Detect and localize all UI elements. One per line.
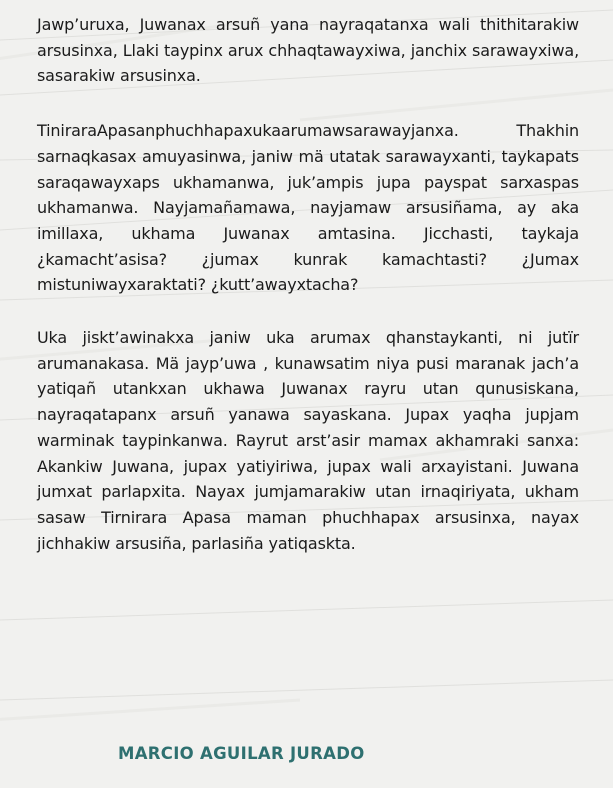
paragraph-1: Jawp’uruxa, Juwanax arsuñ yana nayraqatanxa wali thithitarakiw arsusinxa, Llaki taypinx arux chhaqtawayxiwa, janchix sarawayxiwa, sasarakiw arsusinxa.: [37, 15, 579, 86]
paragraph-3: Uka jiskt’awinakxa janiw uka arumax qhanstaykanti, ni jutïr arumanakasa. Mä jayp’uwa , kunawsatim niya pusi maranak jach’a yatiqañ utankxan ukhawa Juwanax rayru utan qunusiskana, nayraqatapanx arsuñ yanawa sayaskana. Jupax yaqha jupjam warminak taypinkanwa. Rayrut arst’asir mamax akhamraki sanxa: Akankiw Juwana, jupax yatiyiriwa, jupax wali arxayistani. Juwana jumxat parlapxita. Nayax jumjamarakiw utan irnaqiriyata, ukham sasaw Tirnirara Apasa maman phuchhapax arsusinxa, nayax jichhakiw arsusiña, parlasiña yatiqaskta.: [37, 328, 579, 553]
paragraph-2: TiniraraApasanphuchhapaxukaarumawsarawayjanxa. Thakhin sarnaqkasax amuyasinwa, janiw mä utatak sarawayxanti, taykapats saraqawayxaps ukhamanwa, juk’ampis jupa payspat sarxaspas ukhamanwa. Nayjamañamawa, nayjamaw arsusiñama, ay aka imillaxa, ukhama Juwanax amtasina. Jicchasti, taykaja ¿kamacht’asisa? ¿jumax kunrak kamachtasti? ¿Jumax mistuniwayxaraktati? ¿kutt’awayxtacha?: [37, 121, 579, 295]
document-page: [37, 12, 579, 585]
author-name: MARCIO AGUILAR JURADO: [118, 744, 365, 763]
